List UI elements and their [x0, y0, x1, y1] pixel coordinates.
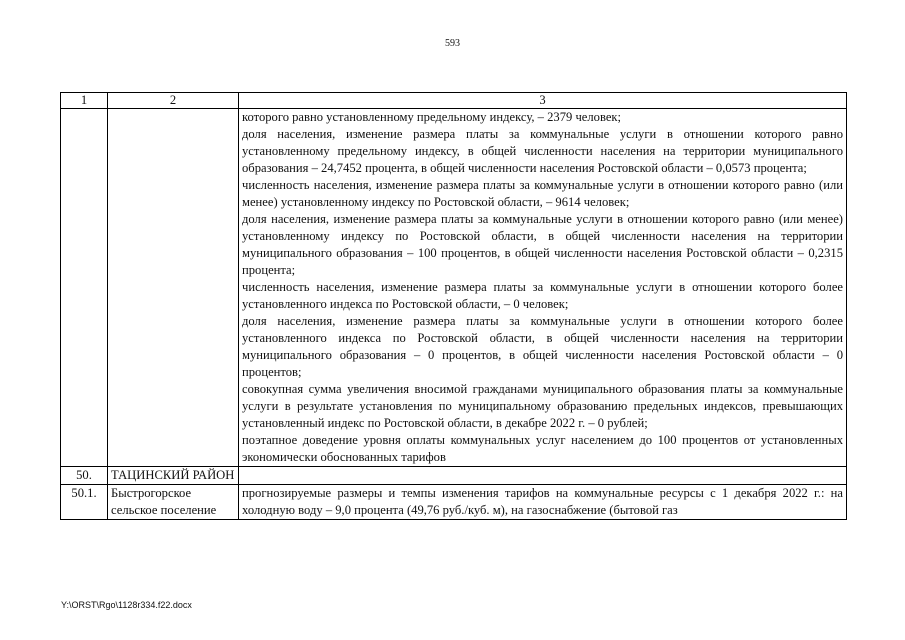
- file-path-footer: Y:\ORST\Rgo\1128r334.f22.docx: [61, 600, 192, 610]
- row-text-cell: [239, 109, 847, 467]
- paragraph: доля населения, изменение размера платы за коммунальные услуги в отношении которого более установленного индекса по Ростовской области, в общей численности населения на территории муниципального образования – 0 процентов, в общей численности населения Ростовской области – 0 процентов;: [242, 314, 843, 379]
- paragraph: которого равно установленному предельному индексу, – 2379 человек;: [242, 110, 622, 124]
- document-table: [60, 92, 847, 520]
- paragraph: численность населения, изменение размера платы за коммунальные услуги в отношении которого равно (или менее) установленному индексу по Ростовской области, – 9614 человек;: [242, 178, 843, 209]
- table-header-row: [61, 93, 847, 109]
- district-name: ТАЦИНСКИЙ РАЙОН: [108, 467, 239, 485]
- row-name-cell: [108, 109, 239, 467]
- table-row: [61, 109, 847, 467]
- header-col-1: 1: [61, 93, 108, 109]
- page-number: 593: [445, 38, 460, 49]
- settlement-name: Быстрогорское сельское поселение: [108, 485, 239, 520]
- table-row-settlement: [61, 485, 847, 520]
- header-col-2: 2: [108, 93, 239, 109]
- table-row-district: [61, 467, 847, 485]
- district-text-cell: [239, 467, 847, 485]
- paragraph: совокупная сумма увеличения вносимой гражданами муниципального образования платы за коммунальные услуги в результате установления по муниципальному образованию предельных индексов, превышающих установленный индекс по Ростовской области, в декабре 2022 г. – 0 рублей;: [242, 382, 843, 430]
- settlement-text: прогнозируемые размеры и темпы изменения тарифов на коммунальные ресурсы с 1 декабря 2022 г.: на холодную воду – 9,0 процента (49,76 руб./куб. м), на газоснабжение (бытовой газ: [239, 485, 847, 520]
- settlement-number: 50.1.: [61, 485, 108, 520]
- header-col-3: 3: [239, 93, 847, 109]
- row-number-cell: [61, 109, 108, 467]
- paragraph: поэтапное доведение уровня оплаты коммунальных услуг населением до 100 процентов от установленных экономически обоснованных тарифов: [242, 433, 843, 464]
- paragraph: доля населения, изменение размера платы за коммунальные услуги в отношении которого равно установленному предельному индексу, в общей численности населения на территории муниципального образования – 24,7452 процента, в общей численности населения Ростовской области – 0,0573 процента;: [242, 127, 843, 175]
- paragraph: доля населения, изменение размера платы за коммунальные услуги в отношении которого равно (или менее) установленному индексу по Ростовской области, в общей численности населения на территории муниципального образования – 100 процентов, в общей численности населения Ростовской области – 0,2315 процента;: [242, 212, 843, 277]
- district-number: 50.: [61, 467, 108, 485]
- paragraph: численность населения, изменение размера платы за коммунальные услуги в отношении которого более установленного индекса по Ростовской области, – 0 человек;: [242, 280, 843, 311]
